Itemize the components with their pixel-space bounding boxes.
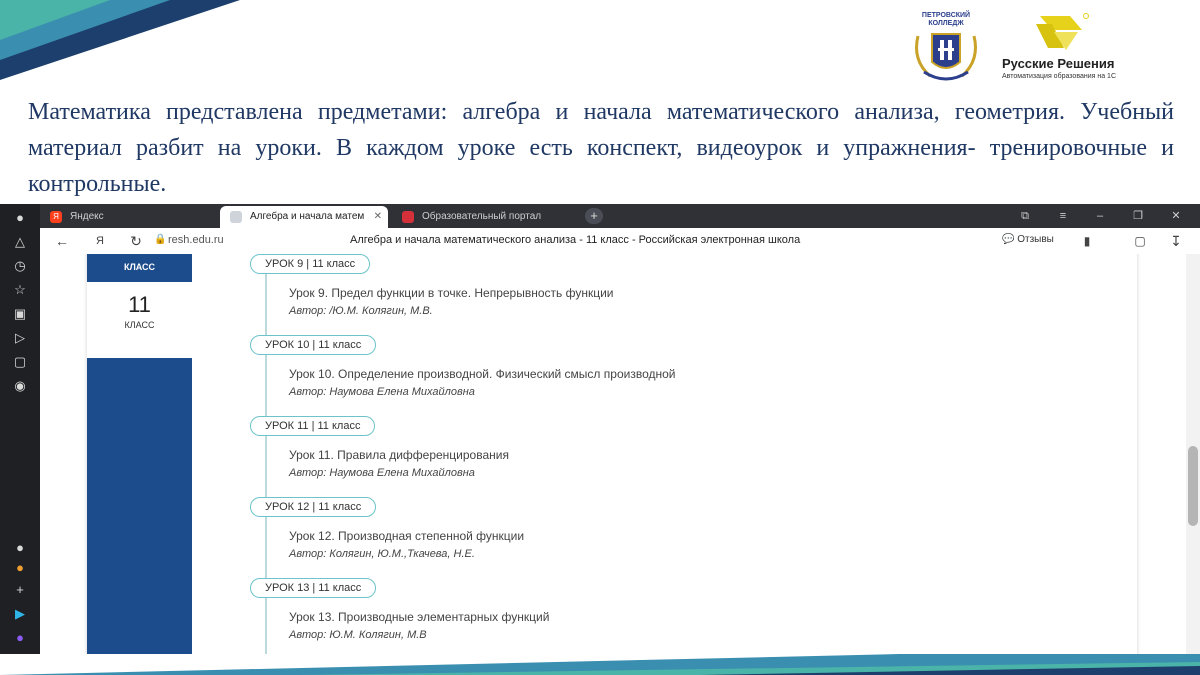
grade-label: КЛАСС (124, 320, 155, 330)
play-icon[interactable]: ▷ (15, 330, 25, 345)
petrovsky-college-logo (910, 10, 982, 88)
lesson-pill[interactable]: УРОК 12 | 11 класс (250, 497, 376, 517)
zen-icon[interactable]: ▢ (13, 354, 27, 369)
grade-number: 11 (128, 292, 151, 317)
record-icon[interactable]: ● (16, 540, 24, 555)
college-name: ПЕТРОВСКИЙ КОЛЛЕДЖ (921, 12, 971, 27)
collections-icon[interactable]: ▣ (13, 306, 27, 321)
close-tab-icon[interactable]: ✕ (373, 211, 382, 222)
star-icon[interactable]: ☆ (14, 282, 26, 297)
lesson-author: Автор: Наумова Елена Михайловна (289, 467, 475, 479)
rs-emblem-icon (1030, 10, 1090, 54)
page-scrollbar[interactable] (1186, 254, 1200, 654)
lesson-title[interactable]: Урок 11. Правила дифференцирования (289, 448, 509, 462)
download-icon[interactable]: ↧ (1170, 233, 1182, 249)
lesson-title[interactable]: Урок 12. Производная степенной функции (289, 529, 525, 543)
screenshot-icon[interactable]: ◉ (14, 378, 26, 393)
grade-tab-prev-label: КЛАСС (123, 262, 156, 272)
bookmark-icon[interactable]: ▮ (1083, 234, 1091, 248)
bell-icon[interactable]: △ (15, 234, 25, 249)
extensions-icon[interactable]: ▢ (1134, 234, 1146, 248)
tab-label: Алгебра и начала матем (250, 211, 365, 222)
grade-selector (87, 254, 192, 654)
lesson-title[interactable]: Урок 13. Производные элементарных функций (289, 610, 550, 624)
yandex-favicon-icon: Я (50, 211, 62, 223)
restore-icon[interactable]: ❐ (1133, 210, 1143, 222)
lesson-author: Автор: Колягин, Ю.М.,Ткачева, Н.Е. (289, 548, 475, 560)
lessons-card (87, 254, 1137, 654)
games-icon[interactable]: ● (16, 560, 24, 575)
rs-tagline: Автоматизация образования на 1С (1002, 73, 1117, 80)
tabs-overview-icon[interactable]: ⧉ (1021, 210, 1029, 222)
grade-panel-fill (87, 358, 192, 654)
lesson-pill[interactable]: УРОК 10 | 11 класс (250, 335, 376, 355)
page-title: Алгебра и начала математического анализа - 11 класс - Российская электронная школа (350, 234, 801, 246)
russkie-resheniya-logo (992, 10, 1152, 88)
rs-brand-name: Русские Решения (1002, 56, 1115, 71)
alice-icon[interactable]: ● (16, 630, 24, 645)
history-clock-icon[interactable]: ◷ (14, 258, 26, 273)
lesson-author: Автор: Наумова Елена Михайловна (289, 386, 475, 398)
reload-icon[interactable]: ↻ (130, 233, 142, 249)
add-panel-icon[interactable]: + (16, 582, 24, 597)
decorative-stripes-bottom (0, 654, 1200, 675)
lesson-title[interactable]: Урок 9. Предел функции в точке. Непрерывность функции (289, 286, 614, 300)
resh-favicon-icon (230, 211, 242, 223)
lesson-pill[interactable]: УРОК 11 | 11 класс (250, 416, 375, 436)
slide-description: Математика представлена предметами: алгебра и начала математического анализа, геометрия. Учебный материал разбит на уроки. В каждом уроке есть конспект, видеоурок и упражнения- тренировочные и контрольные. (28, 99, 1174, 197)
browser-window (0, 204, 1200, 654)
profile-icon[interactable]: ● (16, 210, 24, 225)
lesson-author: Автор: Ю.М. Колягин, М.В (289, 629, 427, 641)
yandex-home-icon[interactable]: Я (96, 235, 104, 247)
tab-bar (40, 204, 1200, 228)
tab-portal[interactable] (392, 206, 572, 228)
decorative-stripes-top (0, 0, 240, 80)
lesson-author: Автор: /Ю.М. Колягин, М.В. (289, 305, 433, 317)
lesson-pill[interactable]: УРОК 13 | 11 класс (250, 578, 376, 598)
reviews-label: Отзывы (1017, 234, 1054, 245)
tab-label: Образовательный портал (422, 211, 542, 222)
portal-favicon-icon (402, 211, 414, 223)
lesson-title[interactable]: Урок 10. Определение производной. Физический смысл производной (289, 367, 676, 381)
lesson-pill[interactable]: УРОК 9 | 11 класс (250, 254, 370, 274)
minimize-icon[interactable]: – (1096, 210, 1104, 222)
grade-tab-prev[interactable] (87, 254, 192, 282)
close-window-icon[interactable]: ✕ (1171, 210, 1181, 222)
page-content (40, 254, 1200, 654)
lock-icon: 🔒 (154, 234, 167, 245)
browser-sidebar (0, 204, 40, 654)
partner-logos (910, 10, 1150, 90)
messenger-icon[interactable]: ▶ (15, 606, 25, 621)
address-bar (40, 228, 1200, 255)
tab-yandex[interactable] (40, 206, 218, 228)
menu-icon[interactable]: ≡ (1059, 210, 1067, 222)
scrollbar-thumb[interactable] (1188, 446, 1198, 526)
url-field[interactable]: resh.edu.ru (168, 234, 224, 246)
tab-label: Яндекс (70, 211, 104, 222)
new-tab-button[interactable]: + (585, 208, 603, 224)
tab-algebra[interactable] (220, 206, 388, 228)
reviews-button[interactable]: 💬 Отзывы (1002, 234, 1054, 245)
back-arrow-icon[interactable]: ← (55, 233, 69, 249)
